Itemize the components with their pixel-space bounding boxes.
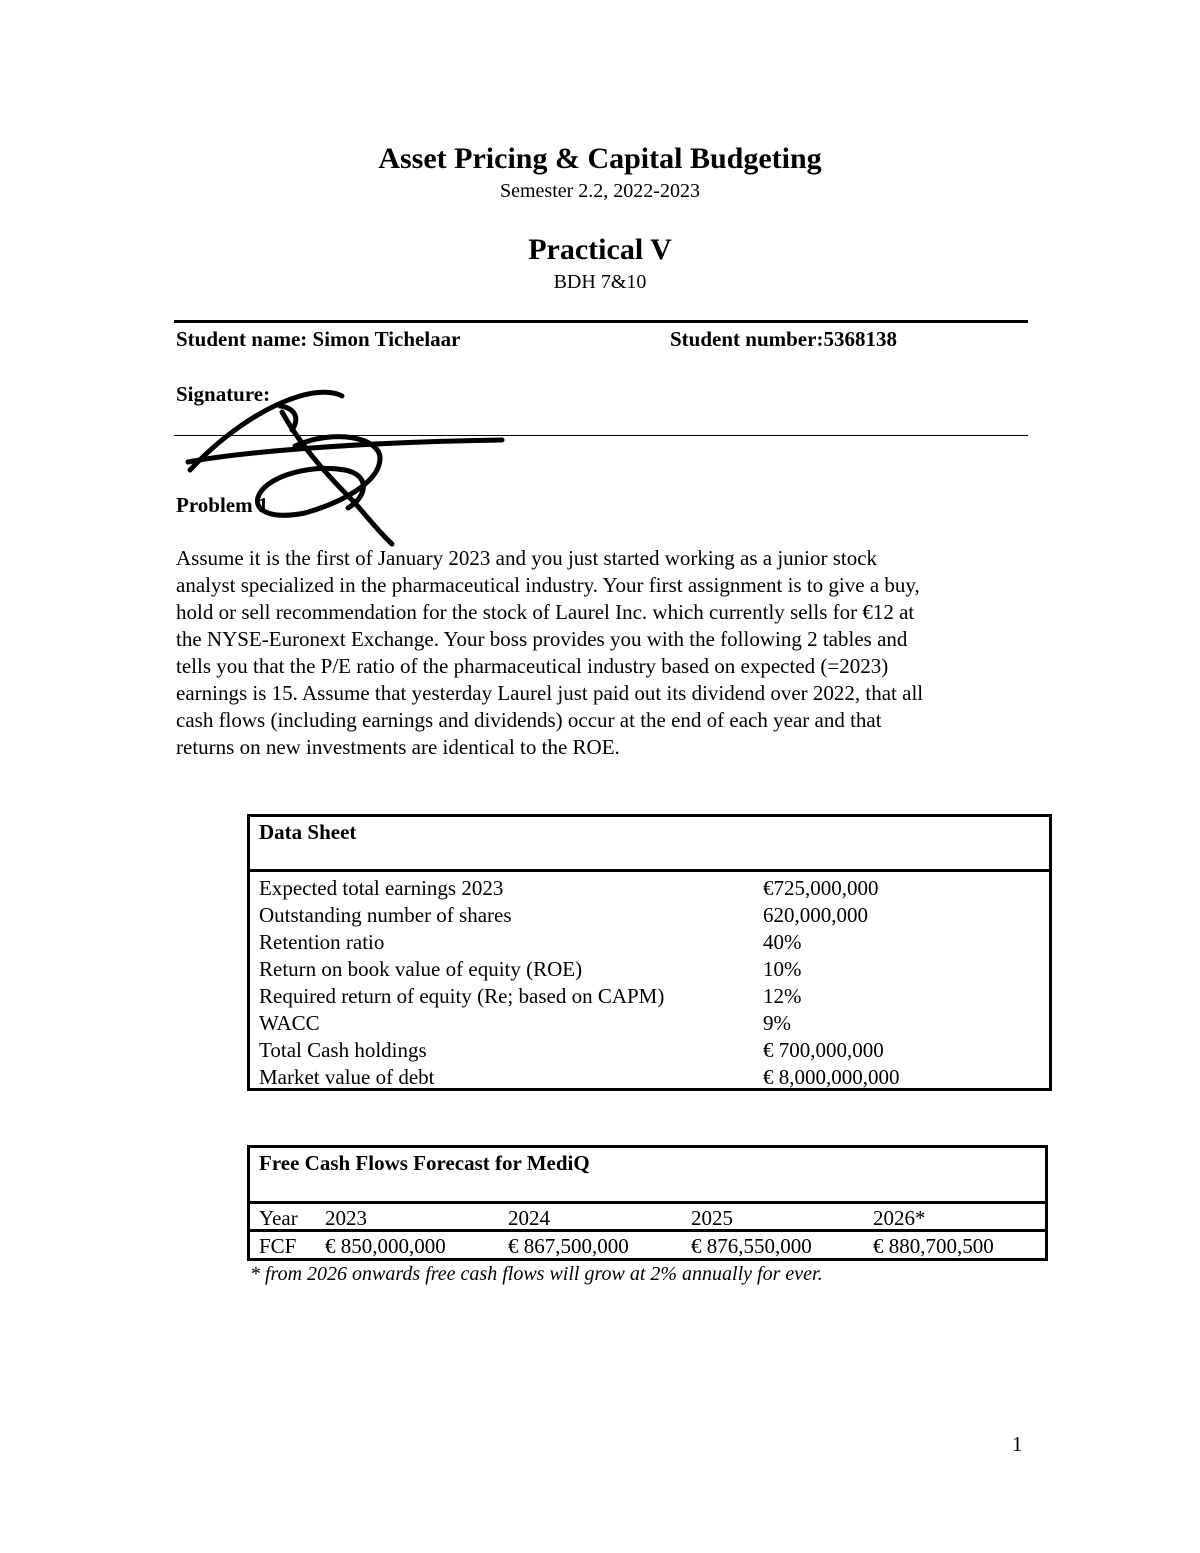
fcf-footnote: * from 2026 onwards free cash flows will grow at 2% annually for ever. (250, 1263, 823, 1285)
document-title: Asset Pricing & Capital Budgeting (378, 142, 822, 175)
practical-title: Practical V (528, 233, 672, 266)
problem-line: hold or sell recommendation for the stock of Laurel Inc. which currently sells for €12 at (176, 600, 915, 624)
data-sheet-value: 620,000,000 (763, 903, 868, 927)
year-cell: 2025 (691, 1206, 733, 1230)
data-sheet-value: 9% (763, 1011, 791, 1035)
year-cell: 2024 (508, 1206, 550, 1230)
course-code: BDH 7&10 (553, 271, 647, 293)
fcf-row-divider (247, 1229, 1048, 1232)
student-name: Student name: Simon Tichelaar (176, 327, 461, 351)
data-sheet-label: Total Cash holdings (259, 1038, 427, 1062)
year-cell: 2023 (325, 1206, 367, 1230)
fcf-cell: € 850,000,000 (325, 1234, 446, 1258)
problem-heading: Problem 1 (176, 493, 269, 517)
fcf-cell: € 867,500,000 (508, 1234, 629, 1258)
semester-label: Semester 2.2, 2022-2023 (500, 180, 700, 202)
problem-line: analyst specialized in the pharmaceutical industry. Your first assignment is to give a buy, (176, 573, 920, 597)
problem-line: the NYSE-Euronext Exchange. Your boss provides you with the following 2 tables and (176, 627, 908, 651)
problem-text (176, 545, 1036, 761)
data-sheet-label: Expected total earnings 2023 (259, 876, 504, 900)
fcf-title: Free Cash Flows Forecast for MediQ (259, 1151, 590, 1175)
data-sheet-title: Data Sheet (259, 820, 357, 844)
data-sheet-divider (247, 869, 1052, 872)
fcf-title-divider (247, 1201, 1048, 1204)
problem-line: tells you that the P/E ratio of the pharmaceutical industry based on expected (=2023) (176, 654, 889, 678)
top-rule (174, 320, 1028, 323)
problem-line: Assume it is the first of January 2023 and you just started working as a junior stock (176, 546, 878, 570)
problem-line: returns on new investments are identical to the ROE. (176, 735, 620, 759)
fcf-label: FCF (259, 1234, 297, 1258)
data-sheet-label: Retention ratio (259, 930, 385, 954)
data-sheet-value: 10% (763, 957, 802, 981)
year-label: Year (259, 1206, 298, 1230)
fcf-cell: € 876,550,000 (691, 1234, 812, 1258)
data-sheet-value: € 700,000,000 (763, 1038, 884, 1062)
signature-drawing (170, 378, 520, 548)
student-number: Student number:5368138 (670, 327, 897, 351)
problem-line: cash flows (including earnings and dividends) occur at the end of each year and that (176, 708, 882, 732)
data-sheet-value: € 8,000,000,000 (763, 1065, 900, 1089)
page-number: 1 (1012, 1432, 1023, 1456)
data-sheet-label: Required return of equity (Re; based on CAPM) (259, 984, 665, 1008)
data-sheet-label: WACC (259, 1011, 320, 1035)
year-cell: 2026* (873, 1206, 926, 1230)
data-sheet-value: 12% (763, 984, 802, 1008)
data-sheet-value: €725,000,000 (763, 876, 879, 900)
signature-label: Signature: (176, 382, 271, 406)
problem-line: earnings is 15. Assume that yesterday Laurel just paid out its dividend over 2022, that all (176, 681, 924, 705)
data-sheet-label: Return on book value of equity (ROE) (259, 957, 583, 981)
fcf-cell: € 880,700,500 (873, 1234, 994, 1258)
data-sheet-label: Outstanding number of shares (259, 903, 512, 927)
data-sheet-value: 40% (763, 930, 802, 954)
data-sheet-label: Market value of debt (259, 1065, 435, 1089)
